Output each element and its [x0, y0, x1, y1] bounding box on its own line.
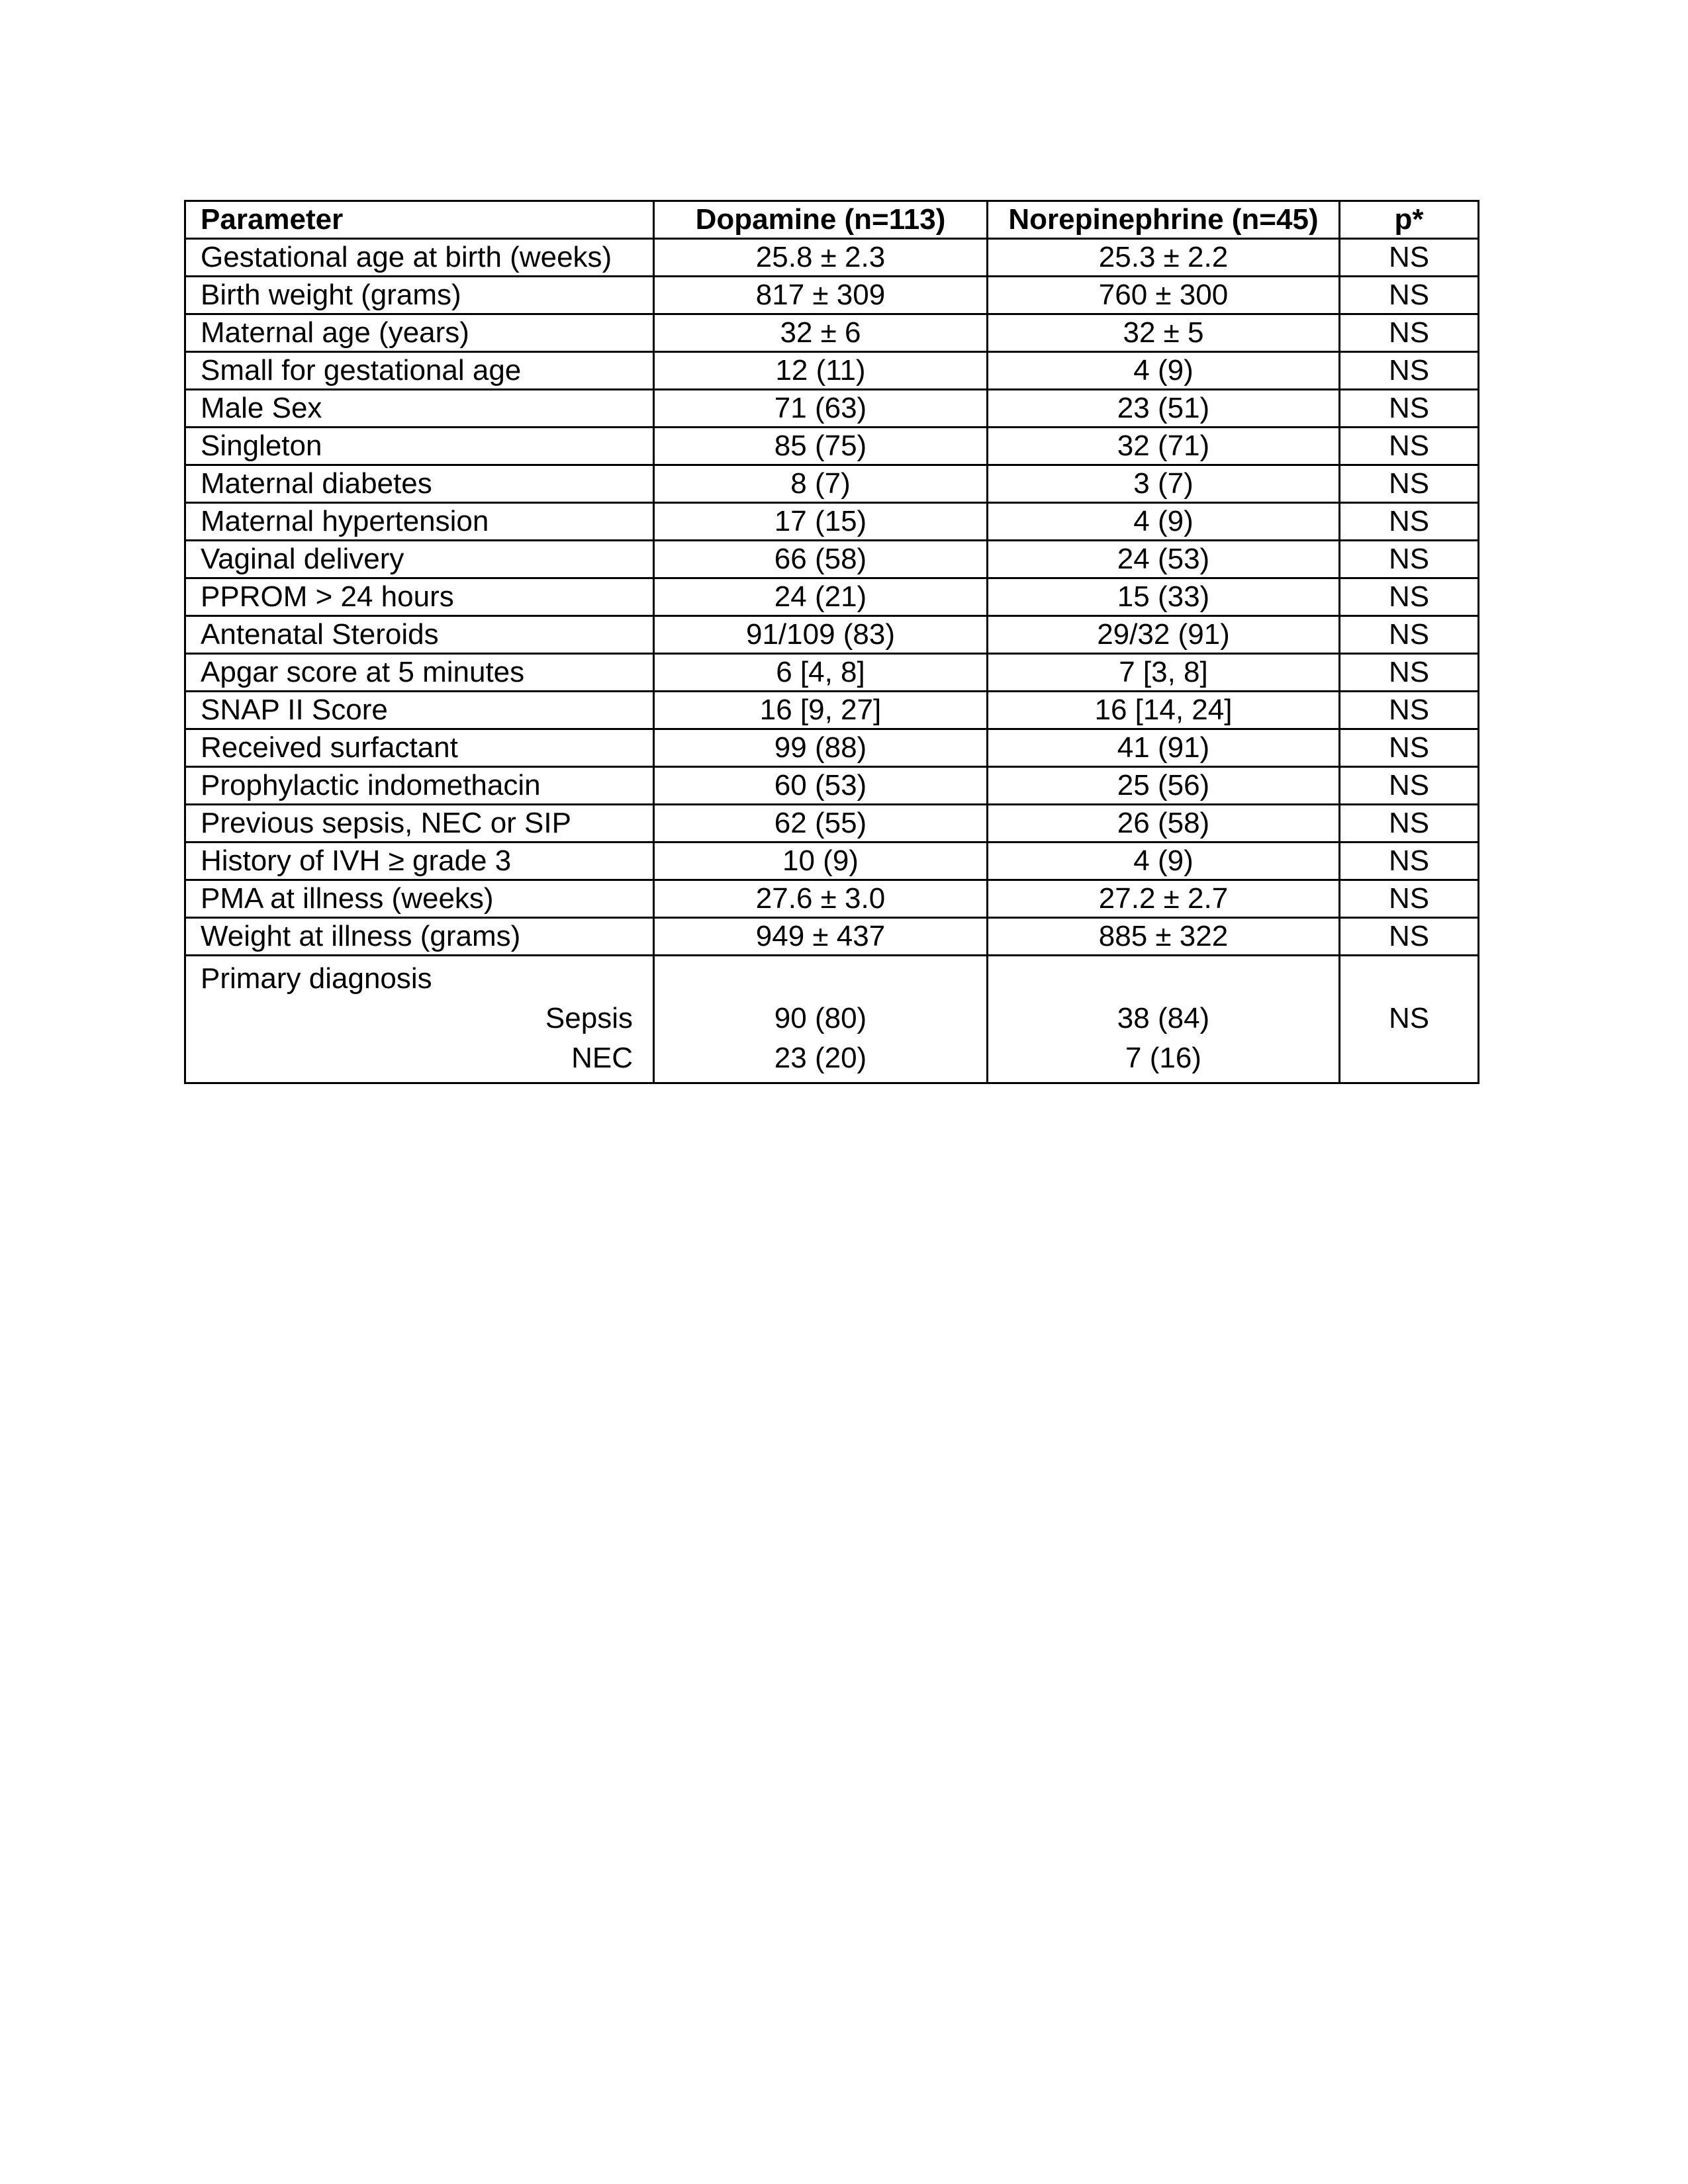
- dopamine-cell: 8 (7): [654, 465, 988, 503]
- p-value-cell: NS: [1340, 503, 1479, 541]
- parameter-cell: Small for gestational age: [185, 352, 654, 390]
- diagnosis-p-value: NS: [1340, 956, 1479, 1083]
- parameter-cell: History of IVH ≥ grade 3: [185, 842, 654, 880]
- dopamine-cell: 25.8 ± 2.3: [654, 239, 988, 277]
- table-row: [185, 541, 1479, 578]
- p-value-cell: NS: [1340, 842, 1479, 880]
- norepinephrine-cell: 41 (91): [988, 729, 1340, 767]
- table-row: [185, 578, 1479, 616]
- norepinephrine-cell: 29/32 (91): [988, 616, 1340, 654]
- dopamine-cell: 6 [4, 8]: [654, 654, 988, 692]
- parameter-cell: Gestational age at birth (weeks): [185, 239, 654, 277]
- table-row: [185, 842, 1479, 880]
- norepinephrine-cell: 26 (58): [988, 805, 1340, 842]
- table-header-row: [185, 201, 1479, 239]
- p-value-cell: NS: [1340, 352, 1479, 390]
- dopamine-cell: 91/109 (83): [654, 616, 988, 654]
- table-row: [185, 277, 1479, 314]
- diagnosis-dopamine-cell: [654, 956, 988, 1083]
- table-row: [185, 239, 1479, 277]
- dopamine-cell: 85 (75): [654, 428, 988, 465]
- parameter-cell: Apgar score at 5 minutes: [185, 654, 654, 692]
- dopamine-cell: 24 (21): [654, 578, 988, 616]
- diagnosis-sublabel-nec: NEC: [571, 1042, 633, 1074]
- table-row: [185, 465, 1479, 503]
- parameter-cell: Male Sex: [185, 390, 654, 428]
- header-dopamine: Dopamine (n=113): [654, 201, 988, 239]
- table-body: [185, 239, 1479, 1083]
- header-p-value: p*: [1340, 201, 1479, 239]
- norepinephrine-cell: 885 ± 322: [988, 918, 1340, 956]
- table-row: [185, 503, 1479, 541]
- parameter-cell: Birth weight (grams): [185, 277, 654, 314]
- table-row: [185, 390, 1479, 428]
- table-row: [185, 880, 1479, 918]
- p-value-cell: NS: [1340, 578, 1479, 616]
- p-value-cell: NS: [1340, 541, 1479, 578]
- p-value-cell: NS: [1340, 692, 1479, 729]
- p-value-cell: NS: [1340, 767, 1479, 805]
- norepinephrine-cell: 24 (53): [988, 541, 1340, 578]
- p-value-cell: NS: [1340, 428, 1479, 465]
- parameter-cell: Prophylactic indomethacin: [185, 767, 654, 805]
- table-row: [185, 352, 1479, 390]
- norepinephrine-cell: 7 [3, 8]: [988, 654, 1340, 692]
- dopamine-cell: 62 (55): [654, 805, 988, 842]
- parameter-cell: Maternal hypertension: [185, 503, 654, 541]
- table-row: [185, 805, 1479, 842]
- dopamine-cell: 817 ± 309: [654, 277, 988, 314]
- dopamine-cell: 27.6 ± 3.0: [654, 880, 988, 918]
- norepinephrine-cell: 27.2 ± 2.7: [988, 880, 1340, 918]
- parameter-cell: Weight at illness (grams): [185, 918, 654, 956]
- parameter-cell: SNAP II Score: [185, 692, 654, 729]
- p-value-cell: NS: [1340, 277, 1479, 314]
- parameter-cell: Received surfactant: [185, 729, 654, 767]
- dopamine-cell: 17 (15): [654, 503, 988, 541]
- table-row: [185, 692, 1479, 729]
- norepinephrine-cell: 16 [14, 24]: [988, 692, 1340, 729]
- diagnosis-dopamine-sepsis: 90 (80): [774, 1002, 867, 1034]
- norepinephrine-cell: 3 (7): [988, 465, 1340, 503]
- parameter-cell: Singleton: [185, 428, 654, 465]
- dopamine-cell: 99 (88): [654, 729, 988, 767]
- p-value-cell: NS: [1340, 729, 1479, 767]
- dopamine-cell: 10 (9): [654, 842, 988, 880]
- table-row: [185, 428, 1479, 465]
- data-table: [184, 200, 1479, 1084]
- p-value-cell: NS: [1340, 314, 1479, 352]
- norepinephrine-cell: 32 (71): [988, 428, 1340, 465]
- table-row: [185, 918, 1479, 956]
- diagnosis-parameter-cell: [185, 956, 654, 1083]
- parameter-cell: Maternal diabetes: [185, 465, 654, 503]
- norepinephrine-cell: 4 (9): [988, 352, 1340, 390]
- diagnosis-dopamine-nec: 23 (20): [774, 1042, 867, 1074]
- p-value-cell: NS: [1340, 918, 1479, 956]
- dopamine-cell: 12 (11): [654, 352, 988, 390]
- parameter-cell: PPROM > 24 hours: [185, 578, 654, 616]
- table-row: [185, 314, 1479, 352]
- p-value-cell: NS: [1340, 465, 1479, 503]
- p-value-cell: NS: [1340, 616, 1479, 654]
- table-row: [185, 729, 1479, 767]
- parameter-cell: PMA at illness (weeks): [185, 880, 654, 918]
- parameter-cell: Vaginal delivery: [185, 541, 654, 578]
- norepinephrine-cell: 4 (9): [988, 842, 1340, 880]
- dopamine-cell: 949 ± 437: [654, 918, 988, 956]
- p-value-cell: NS: [1340, 805, 1479, 842]
- table-row: [185, 616, 1479, 654]
- parameter-cell: Antenatal Steroids: [185, 616, 654, 654]
- p-value-cell: NS: [1340, 239, 1479, 277]
- header-norepinephrine: Norepinephrine (n=45): [988, 201, 1340, 239]
- dopamine-cell: 16 [9, 27]: [654, 692, 988, 729]
- norepinephrine-cell: 4 (9): [988, 503, 1340, 541]
- norepinephrine-cell: 25.3 ± 2.2: [988, 239, 1340, 277]
- dopamine-cell: 32 ± 6: [654, 314, 988, 352]
- dopamine-cell: 66 (58): [654, 541, 988, 578]
- norepinephrine-cell: 32 ± 5: [988, 314, 1340, 352]
- norepinephrine-cell: 15 (33): [988, 578, 1340, 616]
- parameter-cell: Previous sepsis, NEC or SIP: [185, 805, 654, 842]
- norepinephrine-cell: 25 (56): [988, 767, 1340, 805]
- p-value-cell: NS: [1340, 654, 1479, 692]
- norepinephrine-cell: 23 (51): [988, 390, 1340, 428]
- table-row: [185, 654, 1479, 692]
- diagnosis-norepinephrine-cell: [988, 956, 1340, 1083]
- parameter-cell: Maternal age (years): [185, 314, 654, 352]
- diagnosis-sublabel-sepsis: Sepsis: [545, 1002, 633, 1034]
- norepinephrine-cell: 760 ± 300: [988, 277, 1340, 314]
- table-row-primary-diagnosis: [185, 956, 1479, 1083]
- diagnosis-norepinephrine-sepsis: 38 (84): [1117, 1002, 1210, 1034]
- dopamine-cell: 60 (53): [654, 767, 988, 805]
- table-row: [185, 767, 1479, 805]
- diagnosis-label: Primary diagnosis: [201, 962, 432, 995]
- diagnosis-norepinephrine-nec: 7 (16): [1125, 1042, 1201, 1074]
- p-value-cell: NS: [1340, 390, 1479, 428]
- dopamine-cell: 71 (63): [654, 390, 988, 428]
- p-value-cell: NS: [1340, 880, 1479, 918]
- header-parameter: Parameter: [185, 201, 654, 239]
